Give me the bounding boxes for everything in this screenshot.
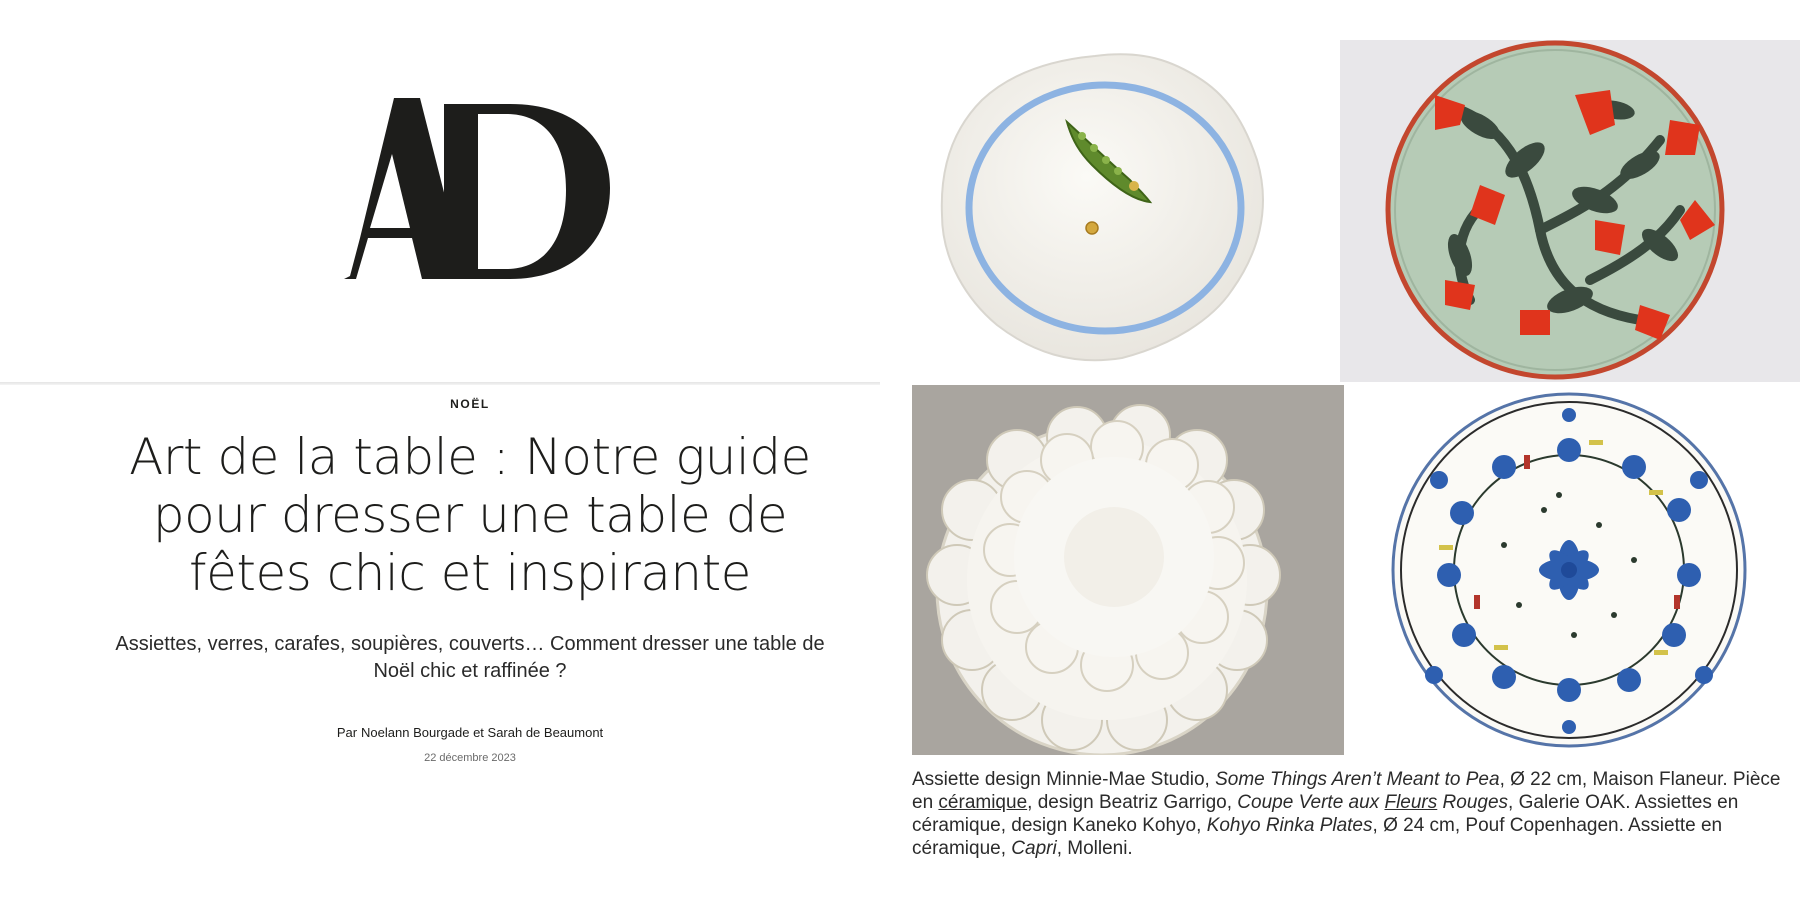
- gallery-image-scalloped-plates[interactable]: [912, 385, 1344, 755]
- pea-plate-illustration: [912, 40, 1340, 382]
- caption-text: , Ø 24 cm, Pouf Copenhagen. Assiette en céramique,: [912, 815, 1723, 859]
- scalloped-plates-illustration: [912, 385, 1344, 755]
- byline: [0, 725, 940, 740]
- article-headline: Art de la table : Notre guide pour dresser une table de fêtes chic et inspirante: [129, 428, 811, 602]
- rubric-label[interactable]: NOËL: [450, 397, 490, 411]
- fleurs-link[interactable]: Fleurs: [1384, 792, 1438, 813]
- article-header: [0, 0, 880, 900]
- byline-prefix: Par: [336, 725, 358, 740]
- article-dek: Assiettes, verres, carafes, soupières, couverts… Comment dresser une table de Noël chic et raffinée ?: [115, 633, 825, 682]
- floral-plate-illustration: [1344, 385, 1800, 755]
- flower-bowl-illustration: [1340, 40, 1800, 382]
- byline-authors[interactable]: Noelann Bourgade et Sarah de Beaumont: [361, 725, 604, 740]
- logo-area: [0, 0, 880, 384]
- caption-title: Rouges: [1437, 792, 1509, 813]
- gallery-image-flower-bowl[interactable]: [1340, 40, 1800, 382]
- header-divider: [0, 382, 880, 385]
- caption-title: Kohyo Rinka Plates: [1206, 815, 1373, 836]
- gallery-image-pea-plate[interactable]: [912, 40, 1340, 382]
- caption-text: Assiette design Minnie-Mae Studio,: [912, 769, 1216, 790]
- caption-text: , design Beatriz Garrigo,: [1027, 792, 1238, 813]
- ceramique-link[interactable]: céramique: [938, 792, 1028, 813]
- gallery-image-floral-plate[interactable]: [1344, 385, 1800, 755]
- caption-text: , Galerie OAK. Assiettes en céramique, design Kaneko Kohyo,: [912, 792, 1739, 836]
- gallery-caption: [912, 768, 1792, 860]
- publish-date: 22 décembre 2023: [424, 752, 516, 764]
- caption-title: Some Things Aren’t Meant to Pea: [1215, 769, 1500, 790]
- caption-text: , Ø 22 cm, Maison Flaneur. Pièce en: [912, 769, 1781, 813]
- caption-title: Capri: [1011, 838, 1057, 859]
- caption-title: Coupe Verte aux: [1237, 792, 1385, 813]
- logo-letter-d: [444, 104, 610, 279]
- caption-text: , Molleni.: [1056, 838, 1133, 859]
- ad-logo[interactable]: [330, 84, 610, 284]
